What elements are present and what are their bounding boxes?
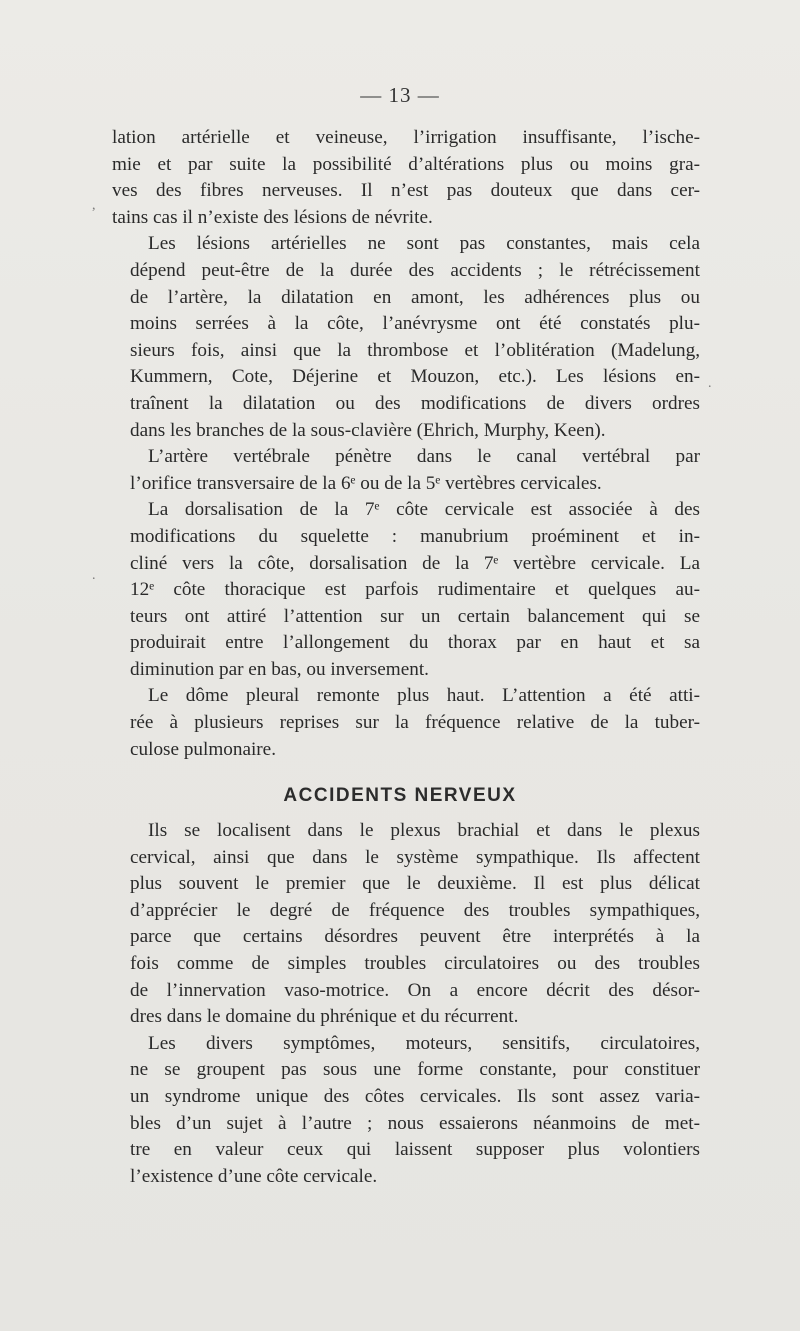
text-block-after-heading <box>112 818 700 1190</box>
text-line: rée à plusieurs reprises sur la fréquence relative de la tuber- <box>130 712 700 734</box>
text-line: l’orifice transversaire de la 6ᵉ ou de la 5ᵉ vertèbres cervicales. <box>130 472 602 494</box>
margin-speck: . <box>708 376 712 391</box>
text-line: La dorsalisation de la 7ᵉ côte cervicale est associée à des <box>148 499 700 521</box>
text-line: Les divers symptômes, moteurs, sensitifs, circulatoires, <box>148 1032 700 1054</box>
text-line: dépend peut-être de la durée des accidents ; le rétrécissement <box>130 259 700 281</box>
text-line: Les lésions artérielles ne sont pas constantes, mais cela <box>148 233 700 255</box>
text-line: un syndrome unique des côtes cervicales. Ils sont assez varia- <box>130 1085 700 1107</box>
text-line: d’apprécier le degré de fréquence des troubles sympathiques, <box>130 899 700 921</box>
text-line: ne se groupent pas sous une forme constante, pour constituer <box>130 1059 700 1081</box>
text-block-before-heading <box>112 125 700 763</box>
text-line: diminution par en bas, ou inversement. <box>130 658 429 680</box>
text-line: l’existence d’une côte cervicale. <box>130 1165 378 1187</box>
paragraph <box>112 125 700 231</box>
text-line: modifications du squelette : manubrium proéminent et in- <box>130 525 700 547</box>
text-line: produirait entre l’allongement du thorax par en haut et sa <box>130 632 700 654</box>
paragraph <box>112 818 700 1031</box>
text-line: teurs ont attiré l’attention sur un certain balancement qui se <box>130 605 700 627</box>
page-number: — 13 — <box>360 83 440 107</box>
text-line: dres dans le domaine du phrénique et du récurrent. <box>130 1006 519 1028</box>
text-line: plus souvent le premier que le deuxième. Il est plus délicat <box>130 873 700 895</box>
text-line: parce que certains désordres peuvent être interprétés à la <box>130 926 700 948</box>
text-line: tre en valeur ceux qui laissent supposer plus volontiers <box>130 1139 700 1161</box>
text-line: sieurs fois, ainsi que la thrombose et l’oblitération (Madelung, <box>130 339 700 361</box>
text-line: lation artérielle et veineuse, l’irrigation insuffisante, l’ische- <box>112 127 700 148</box>
margin-speck: , <box>92 198 96 213</box>
text-line: Ils se localisent dans le plexus brachial et dans le plexus <box>148 820 700 841</box>
paragraph <box>112 497 700 683</box>
text-line: tains cas il n’existe des lésions de névrite. <box>112 206 433 228</box>
text-line: cervical, ainsi que dans le système sympathique. Ils affectent <box>130 846 700 868</box>
text-line: ves des fibres nerveuses. Il n’est pas douteux que dans cer- <box>112 180 700 202</box>
margin-speck: . <box>92 568 96 583</box>
paragraph <box>112 683 700 763</box>
text-line: de l’artère, la dilatation en amont, les adhérences plus ou <box>130 286 700 308</box>
text-line: 12ᵉ côte thoracique est parfois rudimentaire et quelques au- <box>130 579 700 601</box>
text-line: Le dôme pleural remonte plus haut. L’attention a été atti- <box>148 685 700 707</box>
text-line: Kummern, Cote, Déjerine et Mouzon, etc.). Les lésions en- <box>130 366 700 388</box>
paragraph <box>112 231 700 444</box>
text-line: dans les branches de la sous-clavière (Ehrich, Murphy, Keen). <box>130 419 606 441</box>
text-line: culose pulmonaire. <box>130 738 276 760</box>
text-line: de l’innervation vaso-motrice. On a encore décrit des désor- <box>130 979 700 1001</box>
text-line: cliné vers la côte, dorsalisation de la 7ᵉ vertèbre cervicale. La <box>130 552 700 574</box>
paragraph <box>112 444 700 497</box>
section-heading: ACCIDENTS NERVEUX <box>283 785 517 806</box>
text-line: traînent la dilatation ou des modifications de divers ordres <box>130 392 700 414</box>
text-line: bles d’un sujet à l’autre ; nous essaierons néanmoins de met- <box>130 1112 700 1134</box>
paragraph <box>112 1031 700 1191</box>
text-line: L’artère vertébrale pénètre dans le canal vertébral par <box>148 446 700 468</box>
text-line: mie et par suite la possibilité d’altérations plus ou moins gra- <box>112 153 700 175</box>
text-line: fois comme de simples troubles circulatoires ou des troubles <box>130 952 700 974</box>
text-line: moins serrées à la côte, l’anévrysme ont été constatés plu- <box>130 313 700 335</box>
